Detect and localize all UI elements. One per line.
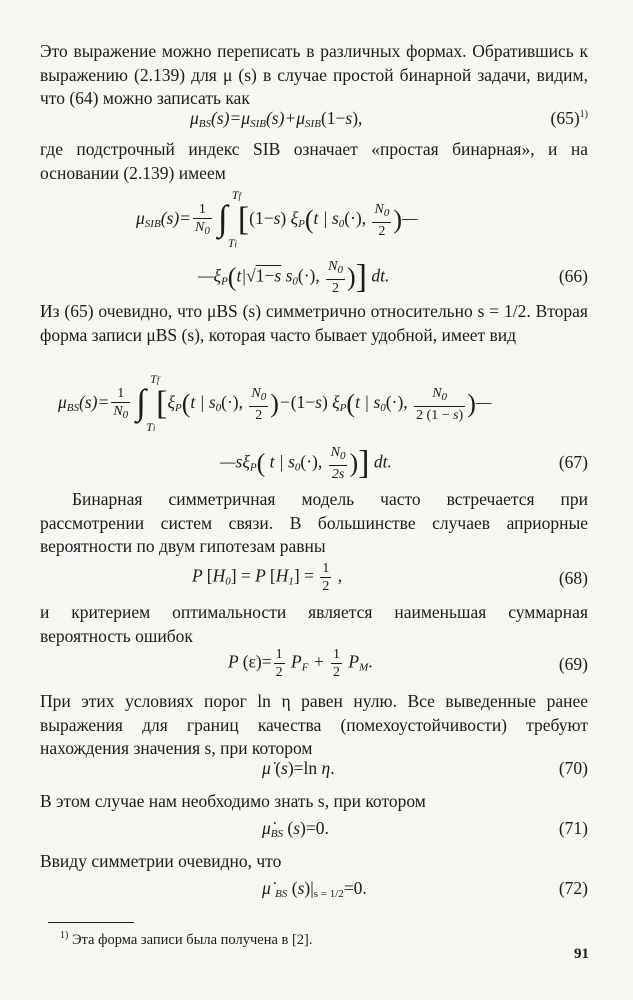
equation-69-formula: P (ε)= $\frac{1}{2}$ $P_F$ + $\frac{1}{2}$ $P_M$. xyxy=(228,647,373,680)
equation-67-number: (67) xyxy=(558,452,588,472)
paragraph-2: где подстрочный индекс SIB означает «простая бинарная», и на основании (2.139) имеем xyxy=(40,139,588,183)
equation-65-formula: $\mu_{BS}(s)=\mu_{SIB}(s)+\mu_{SIB}(1-s)$, xyxy=(190,108,363,130)
equation-67-formula-line-2: $—s\xi_P$( t | $s_0(\cdot)$, $\frac{N_0}{2s}$ )] dt. xyxy=(220,444,392,482)
paragraph-4: Бинарная симметричная модель часто встречается при рассмотрении систем связи. В большинстве случаев априорные вероятности по двум гипотезам равны xyxy=(40,489,588,556)
equation-72-formula: μ̇ $_{BS}$ $(s)|_{s = 1/2}=0$. xyxy=(262,878,367,900)
equation-67-line-1 xyxy=(40,372,588,436)
paragraph-3: Из (65) очевидно, что μBS (s) симметрично относительно s = 1/2. Вторая форма записи μBS (s), которая часто бывает удобной, имеет вид xyxy=(40,301,588,345)
equation-71-formula: $\mu̇_{BS}$ (s)=0. xyxy=(262,818,329,840)
paragraph-1: Это выражение можно переписать в различных формах. Обратившись к выражению (2.139) для μ (s) в случае простой бинарной задачи, видим, что (64) можно записать как xyxy=(40,41,588,108)
equation-66-number: (66) xyxy=(558,266,588,286)
equation-68-formula: P $[H_0] = P$ $[H_1]$ = $\frac{1}{2}$ , xyxy=(192,561,343,594)
equation-69-number: (69) xyxy=(558,654,588,674)
footnote xyxy=(60,927,313,949)
equation-66-line-1 xyxy=(40,188,588,252)
paragraph-8: Ввиду симметрии очевидно, что xyxy=(40,851,282,871)
equation-65-number: $(65)^{1)}$ xyxy=(550,108,588,128)
footnote-text: Эта форма записи была получена в [2]. xyxy=(71,931,313,948)
equation-66-line-2 xyxy=(40,258,588,298)
page-number: 91 xyxy=(574,946,589,962)
equation-66-formula-line-2: $—\xi_P(t|√1-s$ $s_0(\cdot)$, $\frac{N_0}{2}$ )] dt. xyxy=(198,258,390,296)
equation-65 xyxy=(40,108,588,138)
equation-70-formula: μ̇ (s)=ln η. xyxy=(262,758,335,778)
equation-67-formula-line-1: $\mu_{BS}(s)=$ $\frac{1}{N_0}$ ∫ Tf Ti [$\xi_P(t$ | $s_0(\cdot)$, $\frac{N_0}{2}$ )−(1−s) $\xi_P(t$ | $s_0(\cdot)$, $\frac{N_0}{2 (1 - s)}$ )— xyxy=(58,372,492,434)
equation-70-number: (70) xyxy=(558,758,588,778)
equation-67-line-2 xyxy=(40,444,588,484)
paragraph-6: При этих условиях порог ln η равен нулю. Все выведенные ранее выражения для границ качества (помехоустойчивости) требуют нахождения значения s, при котором xyxy=(40,691,588,758)
footnote-divider xyxy=(48,922,134,923)
footnote-mark: 1) xyxy=(60,930,69,941)
equation-68 xyxy=(40,560,588,600)
paragraph-7: В этом случае нам необходимо знать s, при котором xyxy=(40,791,426,811)
equation-69 xyxy=(40,646,588,686)
equation-66-formula-line-1: $\mu_{SIB}(s)=$ $\frac{1}{N_0}$ ∫ Tf Ti [(1−s) $\xi_P(t$ | $s_0(\cdot)$, $\frac{N_0}{2}$ )— xyxy=(136,188,418,250)
paragraph-5: и критерием оптимальности является наименьшая суммарная вероятность ошибок xyxy=(40,602,588,646)
equation-72-number: (72) xyxy=(558,878,588,898)
equation-68-number: (68) xyxy=(558,568,588,588)
equation-71-number: (71) xyxy=(558,818,588,838)
equation-70 xyxy=(40,758,588,788)
equation-71 xyxy=(40,818,588,848)
equation-72 xyxy=(40,878,588,908)
